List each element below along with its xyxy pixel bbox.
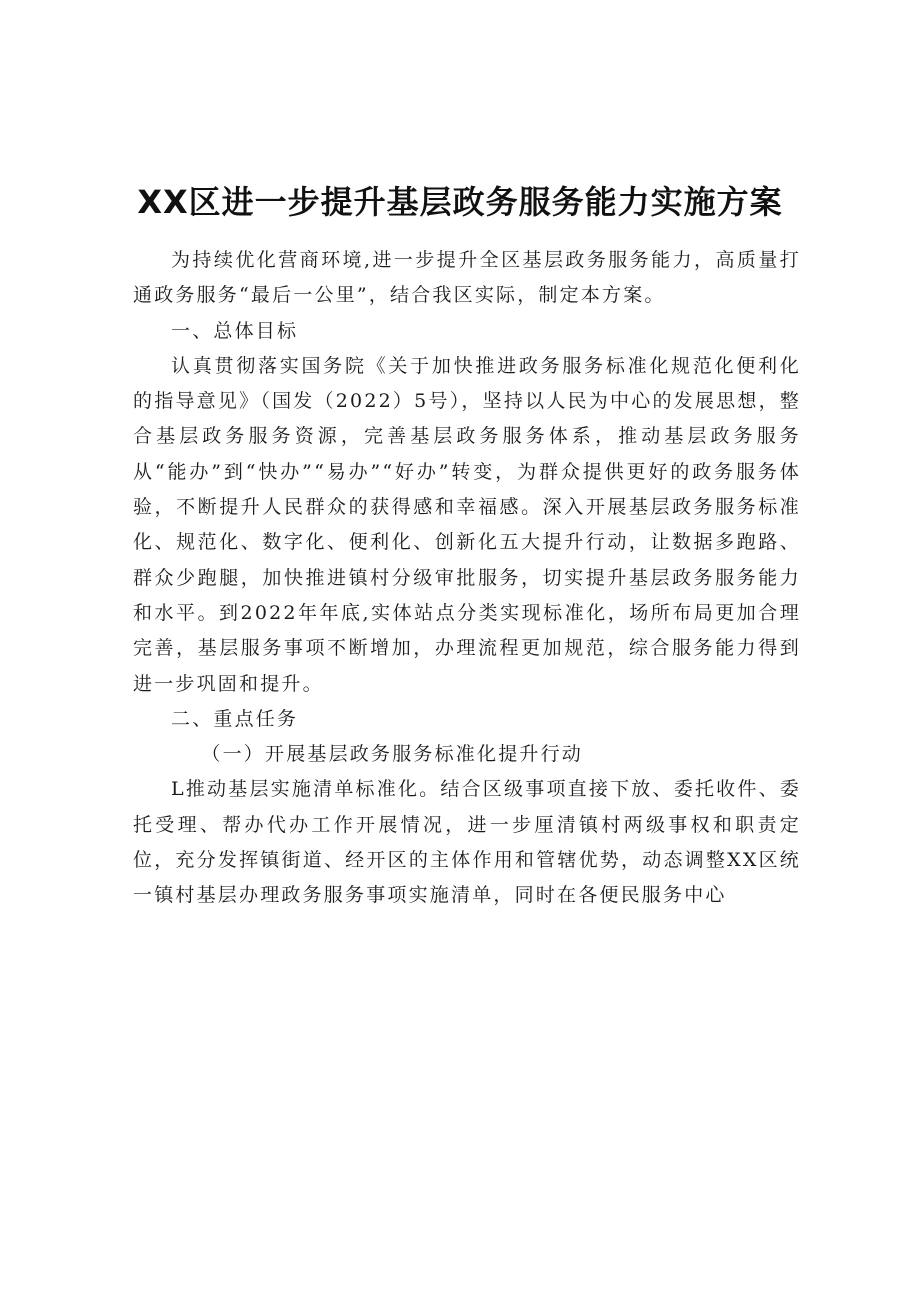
intro-paragraph: 为持续优化营商环境,进一步提升全区基层政务服务能力，高质量打通政务服务“最后一公里”，结合我区实际，制定本方案。 xyxy=(133,249,801,307)
overall-goal-paragraph: 认真贯彻落实国务院《关于加快推进政务服务标准化规范化便利化的指导意见》（国发（2022）5号），坚持以人民为中心的发展思想，整合基层政务服务资源，完善基层政务服务体系，推动基层政务服务从“能办”到“快办”“易办”“好办”转变，为群众提供更好的政务服务体验，不断提升人民群众的获得感和幸福感。深入开展基层政务服务标准化、规范化、数字化、便利化、创新化五大提升行动，让数据多跑路、群众少跑腿，加快推进镇村分级审批服务，切实提升基层政务服务能力和水平。到2022年年底,实体站点分类实现标准化，场所布局更加合理完善，基层服务事项不断增加，办理流程更加规范，综合服务能力得到进一步巩固和提升。 xyxy=(133,354,801,695)
document-body xyxy=(133,243,801,914)
section-heading-key-tasks: 二、重点任务 xyxy=(171,707,299,730)
section-heading-overall-goal: 一、总体目标 xyxy=(171,319,299,342)
standardization-paragraph: L推动基层实施清单标准化。结合区级事项直接下放、委托收件、委托受理、帮办代办工作开展情况，进一步厘清镇村两级事权和职责定位，充分发挥镇街道、经开区的主体作用和管辖优势，动态调整XX区统一镇村基层办理政务服务事项实施清单，同时在各便民服务中心 xyxy=(133,778,801,907)
subsection-heading-standardization: （一）开展基层政务服务标准化提升行动 xyxy=(201,743,583,766)
document-title: XX区进一步提升基层政务服务能力实施方案 xyxy=(137,183,783,221)
